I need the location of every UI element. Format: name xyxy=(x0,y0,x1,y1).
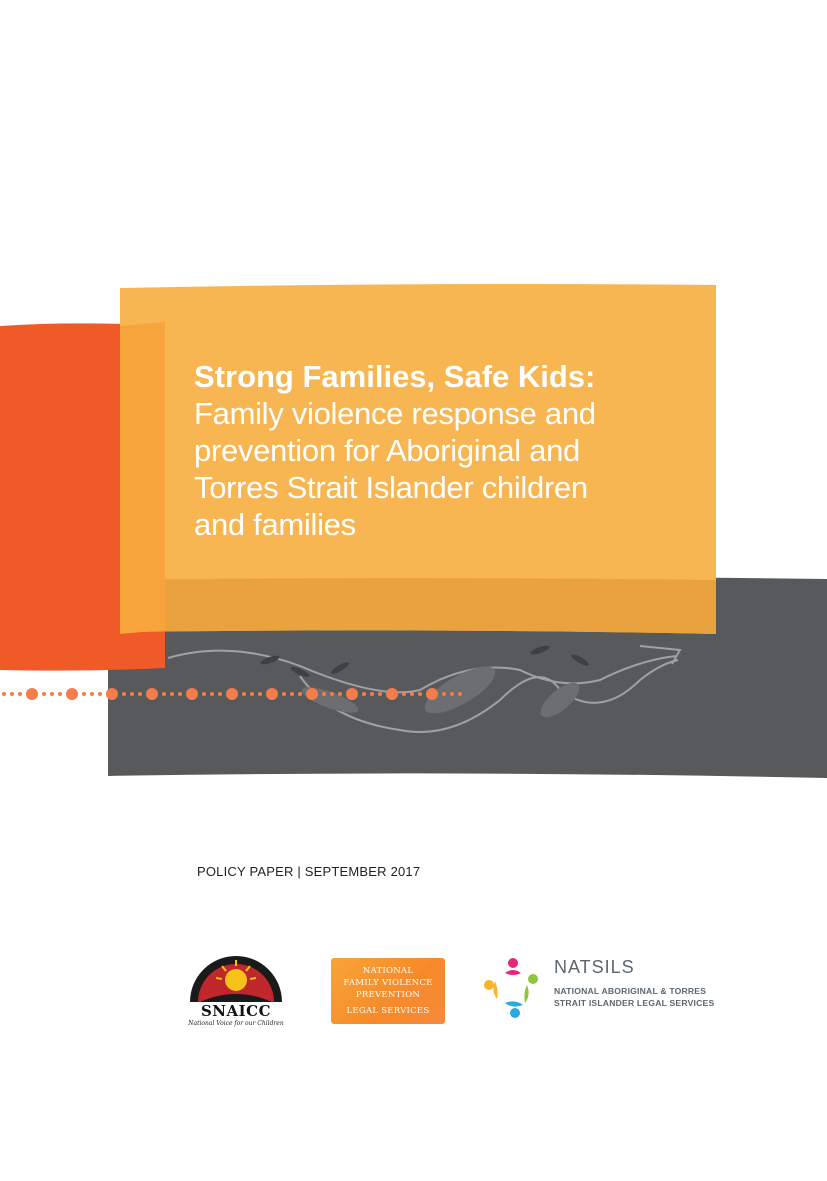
mid-strip xyxy=(120,322,165,634)
nfvpls-line-4: LEGAL SERVICES xyxy=(346,1006,430,1016)
nfvpls-line-3: PREVENTION xyxy=(355,990,421,1000)
snaicc-tagline: National Voice for our Children xyxy=(188,1020,284,1027)
natsils-logo xyxy=(483,955,733,1025)
title-line-2: prevention for Aboriginal and xyxy=(194,433,580,468)
snaicc-emblem-icon xyxy=(184,950,288,1006)
title-line-1: Family violence response and xyxy=(194,396,596,431)
title-main: Strong Families, Safe Kids: xyxy=(194,359,596,394)
snaicc-logo xyxy=(184,950,288,1030)
natsils-people-icon xyxy=(483,955,547,1019)
orange-overlap xyxy=(120,578,716,634)
natsils-line-2: STRAIT ISLANDER LEGAL SERVICES xyxy=(554,998,715,1008)
document-meta: POLICY PAPER | SEPTEMBER 2017 xyxy=(197,864,421,879)
title-line-4: and families xyxy=(194,507,356,542)
title-line-3: Torres Strait Islander children xyxy=(194,470,588,505)
natsils-name: NATSILS xyxy=(554,957,635,977)
nfvpls-line-1: NATIONAL xyxy=(362,966,414,976)
snaicc-name: SNAICC xyxy=(200,1002,272,1020)
natsils-line-1: NATIONAL ABORIGINAL & TORRES xyxy=(554,986,707,996)
nfvpls-logo xyxy=(331,958,445,1024)
dotted-line xyxy=(2,688,462,700)
cover-title xyxy=(194,358,694,543)
nfvpls-line-2: FAMILY VIOLENCE xyxy=(343,978,433,988)
